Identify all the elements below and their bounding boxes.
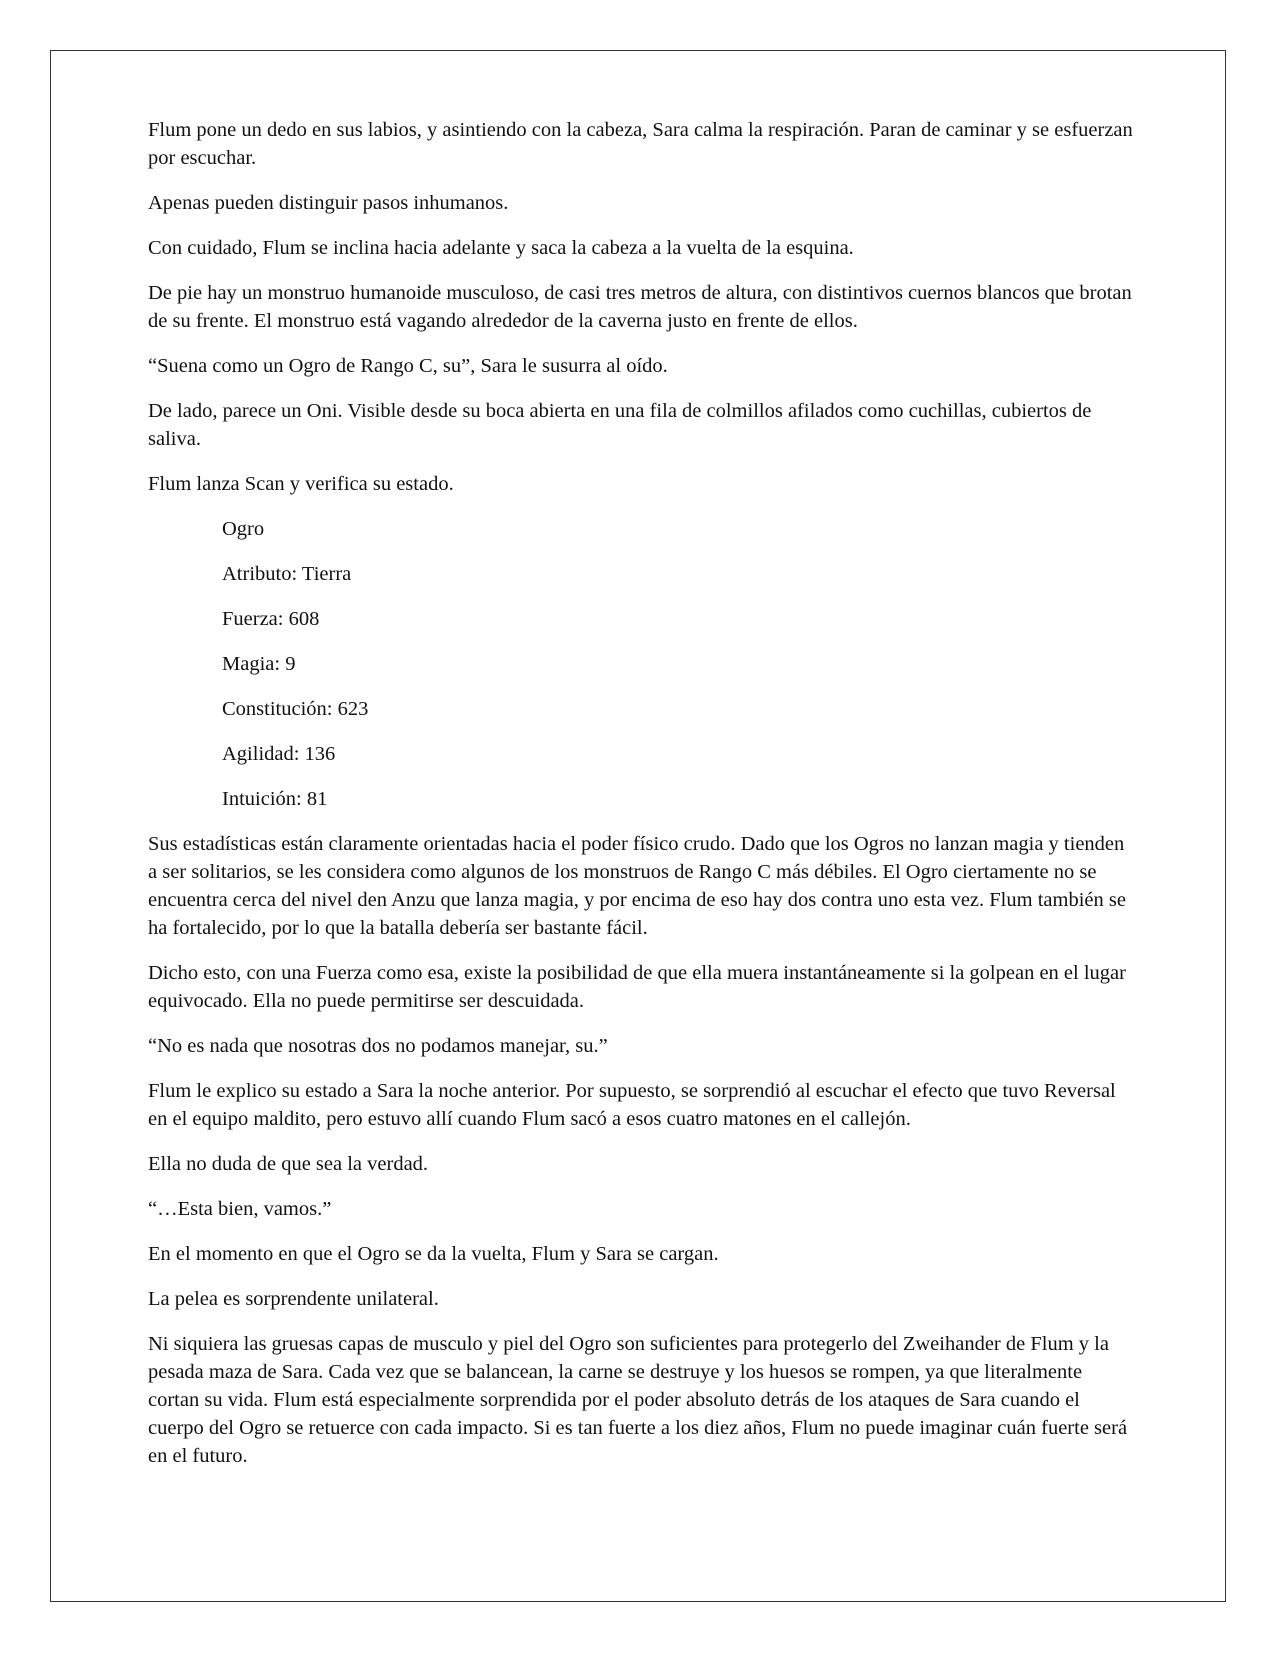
stat-attribute: Atributo: Tierra — [222, 563, 352, 585]
paragraph: De lado, parece un Oni. Visible desde su boca abierta en una fila de colmillos afilados como cuchillas, cubiertos de saliva. — [148, 400, 1092, 450]
stat-constitution: Constitución: 623 — [222, 698, 369, 720]
paragraph: “…Esta bien, vamos.” — [148, 1198, 332, 1220]
paragraph: Ni siquiera las gruesas capas de musculo y piel del Ogro son suficientes para protegerlo del Zweihander de Flum y la pesada maza de Sara. Cada vez que se balancean, la carne se destruye y los huesos se rompen, ya que literalmente cortan su vida. Flum está especialmente sorprendida por el poder absoluto detrás de los ataques de Sara cuando el cuerpo del Ogro se retuerce con cada impacto. Si es tan fuerte a los diez años, Flum no puede imaginar cuán fuerte será en el futuro. — [148, 1333, 1128, 1467]
paragraph: De pie hay un monstruo humanoide musculoso, de casi tres metros de altura, con distintivos cuernos blancos que brotan de su frente. El monstruo está vagando alrededor de la caverna justo en frente de ellos. — [148, 282, 1132, 332]
paragraph: Flum lanza Scan y verifica su estado. — [148, 473, 454, 495]
paragraph: “No es nada que nosotras dos no podamos manejar, su.” — [148, 1035, 608, 1057]
stat-agility: Agilidad: 136 — [222, 743, 336, 765]
paragraph: La pelea es sorprendente unilateral. — [148, 1288, 439, 1310]
paragraph: Apenas pueden distinguir pasos inhumanos. — [148, 192, 509, 214]
paragraph: Flum le explico su estado a Sara la noche anterior. Por supuesto, se sorprendió al escuchar el efecto que tuvo Reversal en el equipo maldito, pero estuvo allí cuando Flum sacó a esos cuatro matones en el callejón. — [148, 1080, 1116, 1130]
stat-intuition: Intuición: 81 — [222, 788, 328, 810]
paragraph: Dicho esto, con una Fuerza como esa, existe la posibilidad de que ella muera instantáneamente si la golpean en el lugar equivocado. Ella no puede permitirse ser descuidada. — [148, 962, 1126, 1012]
stat-strength: Fuerza: 608 — [222, 608, 320, 630]
stat-magic: Magia: 9 — [222, 653, 296, 675]
paragraph: Con cuidado, Flum se inclina hacia adelante y saca la cabeza a la vuelta de la esquina. — [148, 237, 854, 259]
paragraph: Sus estadísticas están claramente orientadas hacia el poder físico crudo. Dado que los Ogros no lanzan magia y tienden a ser solitarios, se les considera como algunos de los monstruos de Rango C más débiles. El Ogro ciertamente no se encuentra cerca del nivel den Anzu que lanza magia, y por encima de eso hay dos contra uno esta vez. Flum también se ha fortalecido, por lo que la batalla debería ser bastante fácil. — [148, 833, 1126, 939]
document-body — [148, 116, 1133, 1487]
paragraph: Flum pone un dedo en sus labios, y asintiendo con la cabeza, Sara calma la respiración. Paran de caminar y se esfuerzan por escuchar. — [148, 119, 1133, 169]
stat-monster-name: Ogro — [222, 518, 265, 540]
status-block — [148, 515, 1133, 813]
paragraph: Ella no duda de que sea la verdad. — [148, 1153, 429, 1175]
paragraph: En el momento en que el Ogro se da la vuelta, Flum y Sara se cargan. — [148, 1243, 719, 1265]
paragraph: “Suena como un Ogro de Rango C, su”, Sara le susurra al oído. — [148, 355, 668, 377]
